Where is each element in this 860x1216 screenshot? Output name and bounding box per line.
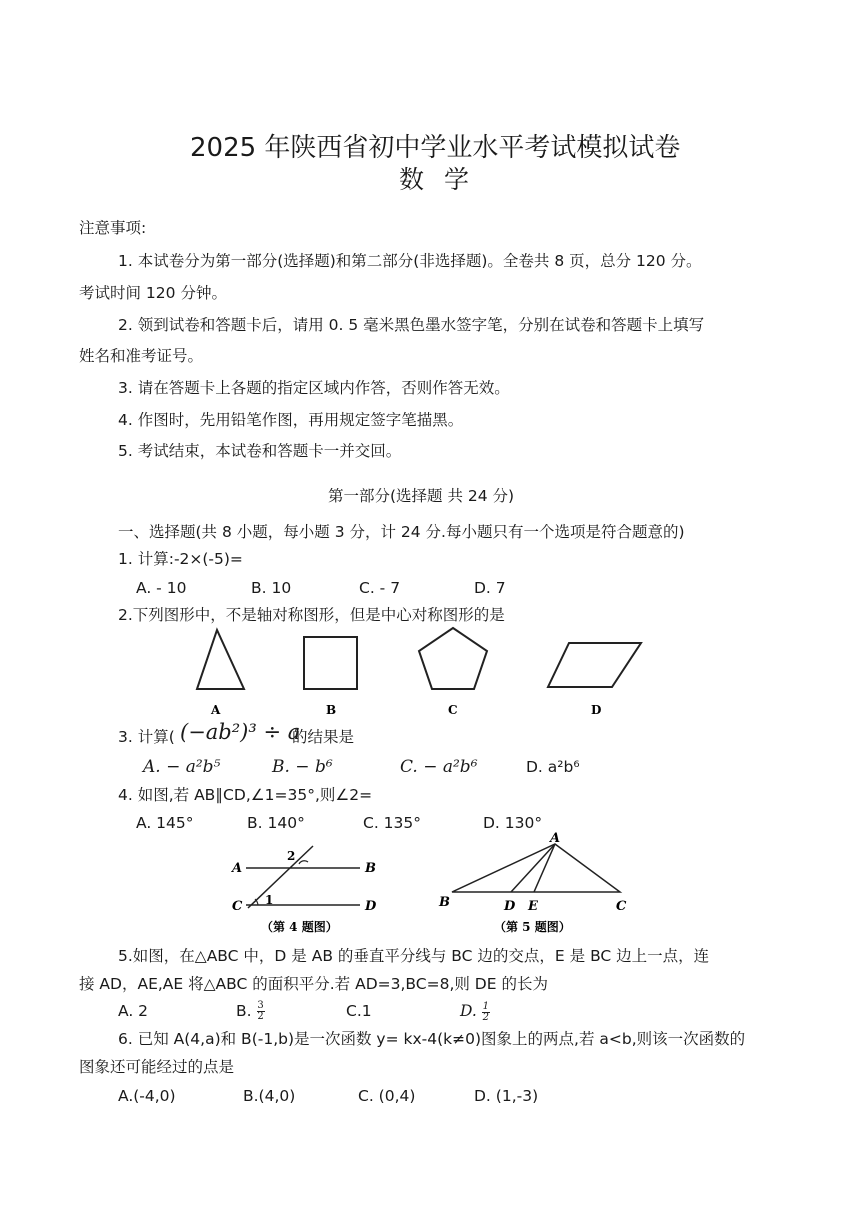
q3-option-b: B. − b⁶ bbox=[272, 757, 333, 777]
q2-label-a: A bbox=[211, 703, 221, 717]
question-5-line-1: 5.如图，在△ABC 中，D 是 AB 的垂直平分线与 BC 边的交点，E 是 BC 边上一点，连 bbox=[118, 947, 710, 965]
fraction-denominator: 2 bbox=[482, 1011, 489, 1023]
q2-shapes-figure bbox=[180, 622, 650, 722]
section-heading: 一、选择题(共 8 小题，每小题 3 分，计 24 分.每小题只有一个选项是符合题意的) bbox=[118, 523, 685, 541]
q4-point-c: C bbox=[232, 899, 243, 914]
part1-heading: 第一部分(选择题 共 24 分) bbox=[328, 487, 515, 505]
segment-ad bbox=[511, 844, 555, 892]
notice-item-2-line-1: 2. 领到试卷和答题卡后，请用 0. 5 毫米黑色墨水签字笔，分别在试卷和答题卡上填写 bbox=[118, 316, 705, 334]
subject-title: 数 学 bbox=[399, 165, 475, 194]
q6-option-d: D. (1,-3) bbox=[474, 1087, 539, 1105]
q4-option-a: A. 145° bbox=[136, 814, 194, 832]
pentagon-shape bbox=[419, 628, 487, 689]
q5-figure bbox=[430, 830, 640, 938]
triangle-shape bbox=[197, 630, 244, 689]
q4-figure-caption: （第 4 题图） bbox=[261, 920, 338, 934]
q5-option-d bbox=[460, 1001, 490, 1023]
q4-figure bbox=[228, 838, 388, 938]
q1-option-d: D. 7 bbox=[474, 579, 506, 597]
question-6-line-2: 图象还可能经过的点是 bbox=[79, 1058, 235, 1076]
parallelogram-shape bbox=[548, 643, 641, 687]
q5-option-b bbox=[236, 1001, 265, 1022]
notice-item-4: 4. 作图时，先用铅笔作图，再用规定签字笔描黑。 bbox=[118, 411, 464, 429]
question-6-line-1: 6. 已知 A(4,a)和 B(-1,b)是一次函数 y= kx-4(k≠0)图象上的两点,若 a<b,则该一次函数的 bbox=[118, 1030, 746, 1048]
triangle-abc bbox=[452, 844, 620, 892]
transversal-line bbox=[248, 846, 313, 908]
exam-title: 2025 年陕西省初中学业水平考试模拟试卷 bbox=[190, 133, 681, 163]
question-4-stem: 4. 如图,若 AB∥CD,∠1=35°,则∠2= bbox=[118, 786, 373, 804]
q4-angle-label-1: 1 bbox=[265, 893, 274, 907]
question-2-stem: 2.下列图形中，不是轴对称图形，但是中心对称图形的是 bbox=[118, 606, 505, 624]
q2-label-b: B bbox=[326, 703, 337, 717]
segment-ae bbox=[534, 844, 555, 892]
q3-option-d: D. a²b⁶ bbox=[526, 758, 580, 776]
question-5-line-2: 接 AD，AE,AE 将△ABC 的面积平分.若 AD=3,BC=8,则 DE 的长为 bbox=[79, 975, 548, 993]
fraction-numerator: 1 bbox=[482, 1000, 489, 1012]
q5-point-a: A bbox=[550, 831, 561, 846]
q2-label-d: D bbox=[591, 703, 602, 717]
q5-point-b: B bbox=[439, 895, 450, 910]
notice-item-3: 3. 请在答题卡上各题的指定区域内作答，否则作答无效。 bbox=[118, 379, 510, 397]
q5-figure-caption: （第 5 题图） bbox=[494, 920, 571, 934]
q2-label-c: C bbox=[448, 703, 458, 717]
square-shape bbox=[304, 637, 357, 689]
fraction-denominator: 2 bbox=[257, 1011, 264, 1022]
notice-item-5: 5. 考试结束，本试卷和答题卡一并交回。 bbox=[118, 442, 402, 460]
notice-item-1-line-1: 1. 本试卷分为第一部分(选择题)和第二部分(非选择题)。全卷共 8 页，总分 120 分。 bbox=[118, 252, 702, 270]
q5-option-b-fraction bbox=[257, 1001, 265, 1022]
notice-heading: 注意事项: bbox=[79, 219, 147, 237]
q4-option-d: D. 130° bbox=[483, 814, 543, 832]
q5-option-d-label: D. bbox=[460, 1002, 477, 1020]
fraction-numerator: 3 bbox=[257, 1000, 264, 1011]
q6-option-b: B.(4,0) bbox=[243, 1087, 296, 1105]
q1-option-b: B. 10 bbox=[251, 579, 292, 597]
q3-stem-prefix: 3. 计算( bbox=[118, 728, 175, 746]
q1-option-a: A. - 10 bbox=[136, 579, 187, 597]
q5-option-c: C.1 bbox=[346, 1002, 372, 1020]
q5-point-d: D bbox=[504, 899, 516, 914]
q6-option-a: A.(-4,0) bbox=[118, 1087, 176, 1105]
q3-option-c: C. − a²b⁶ bbox=[400, 757, 478, 777]
q3-stem-suffix: 的结果是 bbox=[292, 728, 355, 746]
q5-option-b-label: B. bbox=[236, 1002, 252, 1020]
q1-option-c: C. - 7 bbox=[359, 579, 401, 597]
q5-point-e: E bbox=[528, 899, 538, 914]
q4-angle-label-2: 2 bbox=[287, 849, 296, 863]
q5-option-d-fraction bbox=[482, 1002, 490, 1023]
q4-point-a: A bbox=[232, 861, 243, 876]
q5-point-c: C bbox=[616, 899, 627, 914]
q6-option-c: C. (0,4) bbox=[358, 1087, 416, 1105]
q4-point-d: D bbox=[365, 899, 377, 914]
question-1-stem: 1. 计算:-2×(-5)= bbox=[118, 550, 243, 568]
q3-expression: (−ab²)³ ÷ a bbox=[180, 720, 301, 744]
notice-item-2-line-2: 姓名和准考证号。 bbox=[79, 347, 204, 365]
q4-option-c: C. 135° bbox=[363, 814, 422, 832]
q4-point-b: B bbox=[365, 861, 376, 876]
q5-option-a: A. 2 bbox=[118, 1002, 149, 1020]
notice-item-1-line-2: 考试时间 120 分钟。 bbox=[79, 284, 227, 302]
q4-option-b: B. 140° bbox=[247, 814, 305, 832]
q3-option-a: A. − a²b⁵ bbox=[143, 757, 221, 777]
angle-2-arc bbox=[299, 861, 308, 864]
